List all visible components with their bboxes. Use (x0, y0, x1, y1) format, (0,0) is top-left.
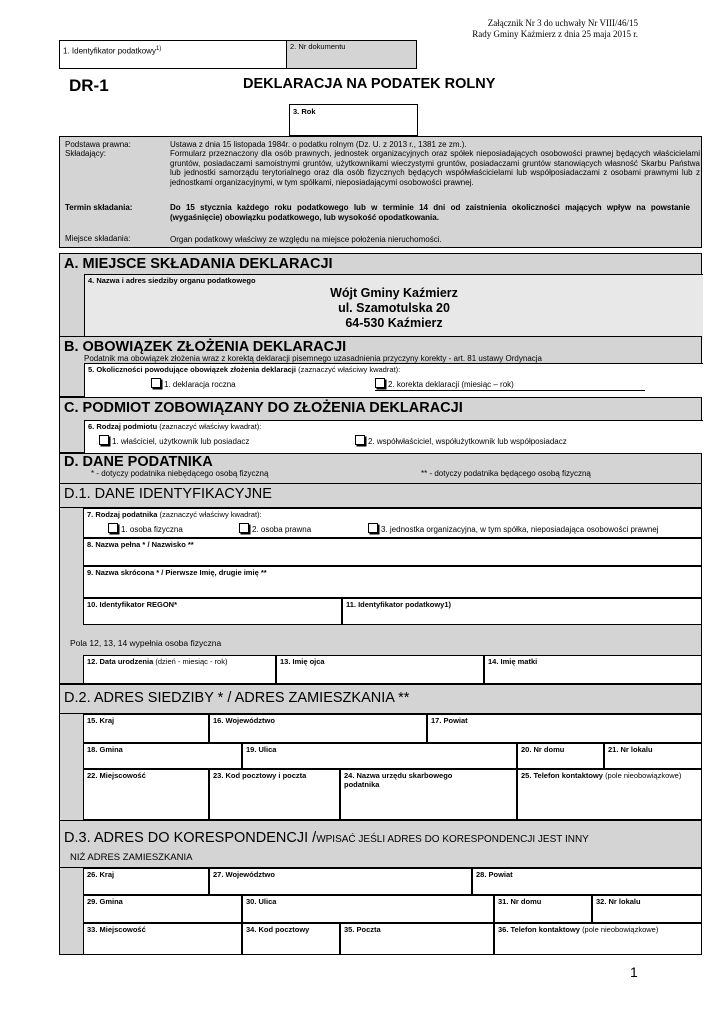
checkbox-org-unit[interactable] (368, 523, 378, 533)
field-6-label: 6. Rodzaj podmiotu (88, 422, 158, 431)
field-corr-country[interactable] (83, 868, 209, 895)
field-house-number[interactable] (517, 743, 604, 769)
section-a (59, 253, 702, 339)
field-17-label: 17. Powiat (431, 716, 468, 725)
field-document-number[interactable] (286, 40, 417, 69)
section-b-title: B. OBOWIĄZEK ZŁOŻENIA DEKLARACJI (64, 339, 347, 355)
field-21-label: 21. Nr lokalu (608, 745, 653, 754)
option-correction[interactable] (375, 378, 645, 391)
field-35-label: 35. Poczta (344, 925, 381, 934)
field-7-hint: (zaznaczyć właściwy kwadrat): (159, 510, 262, 519)
section-d (59, 453, 702, 485)
page-number: 1 (630, 964, 638, 980)
field-15-label: 15. Kraj (87, 716, 115, 725)
option-legal-person-label: 2. osoba prawna (252, 525, 312, 534)
field-short-name[interactable] (83, 566, 702, 598)
option-co-owner[interactable] (355, 435, 567, 447)
field-father-name[interactable] (276, 655, 484, 684)
section-a-title: A. MIEJSCE SKŁADANIA DEKLARACJI (64, 256, 333, 272)
field-corr-voivodeship[interactable] (209, 868, 472, 895)
field-36-label: 36. Telefon kontaktowy (498, 925, 580, 934)
basis-text: Ustawa z dnia 15 listopada 1984r. o podatku rolnym (Dz. U. z 2013 r., 1381 ze zm.). (170, 140, 467, 149)
field-8-label: 8. Nazwa pełna * / Nazwisko ** (87, 540, 194, 549)
field-12-hint: (dzień - miesiąc - rok) (155, 657, 228, 666)
option-owner[interactable] (99, 435, 249, 447)
note-non-natural: * - dotyczy podatnika niebędącego osobą fizyczną (91, 469, 269, 478)
section-d3-line2: NIŻ ADRES ZAMIESZKANIA (70, 852, 193, 863)
d1-margin (59, 508, 83, 625)
deadline-label: Termin składania: (65, 203, 133, 212)
checkbox-co-owner[interactable] (355, 435, 365, 445)
legal-info-block (59, 136, 702, 248)
field-full-name[interactable] (83, 538, 702, 566)
field-7-label: 7. Rodzaj podatnika (87, 510, 158, 519)
field-12-label: 12. Data urodzenia (87, 657, 154, 666)
section-b (59, 336, 702, 397)
field-birth-date[interactable] (83, 655, 276, 684)
option-owner-label: 1. właściciel, użytkownik lub posiadacz (112, 437, 250, 446)
checkbox-correction[interactable] (375, 378, 385, 388)
field-corr-post-office[interactable] (340, 923, 494, 955)
field-22-label: 22. Miejscowość (87, 771, 146, 780)
form-code: DR-1 (69, 76, 109, 95)
office-city: 64-530 Kaźmierz (345, 316, 443, 330)
field-entity-type (84, 420, 703, 453)
field-28-label: 28. Powiat (476, 870, 513, 879)
field-32-label: 32. Nr lokalu (596, 897, 641, 906)
field-commune[interactable] (83, 743, 242, 769)
field-1-label: 1. Identyfikator podatkowy (63, 46, 156, 56)
field-18-label: 18. Gmina (87, 745, 123, 754)
option-legal-person[interactable] (239, 523, 311, 535)
field-voivodeship[interactable] (209, 714, 427, 743)
field-26-label: 26. Kraj (87, 870, 115, 879)
section-d-title: D. DANE PODATNIKA (64, 454, 213, 470)
basis-label: Podstawa prawna: (65, 140, 131, 149)
d3-margin (59, 868, 83, 955)
section-d1-title: D.1. DANE IDENTYFIKACYJNE (64, 486, 272, 502)
annex-line-2: Rady Gminy Kaźmierz z dnia 25 maja 2015 r. (472, 29, 638, 39)
option-annual-label: 1. deklaracja roczna (164, 380, 236, 389)
option-natural-person-label: 1. osoba fizyczna (121, 525, 183, 534)
field-25-label: 25. Telefon kontaktowy (521, 771, 603, 780)
d2-margin (59, 714, 83, 820)
field-5-hint: (zaznaczyć właściwy kwadrat): (298, 365, 401, 374)
office-name: Wójt Gminy Kaźmierz (330, 286, 458, 300)
option-org-unit-label: 3. jednostka organizacyjna, w tym spółka, nieposiadająca osobowości prawnej (381, 525, 659, 534)
section-b-note: Podatnik ma obowiązek złożenia wraz z korektą deklaracji pisemnego uzasadnienia przyczyny korekty - art. 81 ustawy Ordynacja (84, 354, 542, 363)
field-13-label: 13. Imię ojca (280, 657, 325, 666)
office-street: ul. Szamotulska 20 (338, 301, 450, 315)
field-phone[interactable] (517, 769, 702, 820)
field-county[interactable] (427, 714, 702, 743)
field-postal-code[interactable] (209, 769, 340, 820)
field-taxpayer-type (83, 508, 702, 538)
field-country[interactable] (83, 714, 209, 743)
field-23-label: 23. Kod pocztowy i poczta (213, 771, 307, 780)
field-apartment-number[interactable] (604, 743, 702, 769)
field-corr-street[interactable] (242, 895, 494, 923)
checkbox-natural-person[interactable] (108, 523, 118, 533)
field-tax-office-name[interactable] (340, 769, 517, 820)
field-14-label: 14. Imię matki (488, 657, 538, 666)
section-c-title: C. PODMIOT ZOBOWIĄZANY DO ZŁOŻENIA DEKLARACJI (64, 400, 463, 416)
option-natural-person[interactable] (108, 523, 183, 535)
annex-line-1: Załącznik Nr 3 do uchwały Nr VIII/46/15 (487, 18, 638, 28)
note-natural: ** - dotyczy podatnika będącego osobą fizyczną (421, 469, 591, 478)
field-mother-name[interactable] (484, 655, 702, 684)
section-d3-suffix: WPISAĆ JEŚLI ADRES DO KORESPONDENCJI JEST INNY (316, 834, 589, 845)
section-d3 (59, 820, 702, 868)
deadline-text: Do 15 stycznia każdego roku podatkowego lub w terminie 14 dni od zaistnienia okoliczności mających wpływ na powstanie (wygaśnięcie) obowiązku podatkowego, lub wysokość opodatkowania. (170, 203, 690, 222)
option-org-unit[interactable] (368, 523, 659, 535)
field-regon[interactable] (83, 598, 342, 625)
field-corr-county[interactable] (472, 868, 702, 895)
field-30-label: 30. Ulica (246, 897, 277, 906)
field-circumstances (84, 363, 703, 398)
field-corr-phone[interactable] (494, 923, 702, 955)
section-d3-title: D.3. ADRES DO KORESPONDENCJI / (64, 830, 317, 846)
option-annual[interactable] (151, 378, 236, 390)
filer-text: Formularz przeznaczony dla osób prawnych, jednostek organizacyjnych oraz spółek nieposiadających osobowości prawnej będących właścicielami gruntów, posiadaczami samoistnymi gruntów, użytkownikami wieczystymi gruntów, posiadaczami gruntów stanowiących własność Skarbu Państwa lub jednostki samorządu terytorialnego oraz dla osób fizycznych będących współwłaścicielami lub współposiadaczami z osobami prawnymi lub z jednostkami organizacyjnymi, w tym spółkami, nieposiadającymi osobowości prawnej. (170, 149, 700, 187)
form-title: DEKLARACJA NA PODATEK ROLNY (243, 76, 496, 92)
field-2-label: 2. Nr dokumentu (290, 42, 346, 51)
field-1-sup: 1) (155, 46, 162, 52)
field-4-label: 4. Nazwa i adres siedziby organu podatkowego (88, 276, 256, 285)
place-text: Organ podatkowy właściwy ze względu na miejsce położenia nieruchomości. (170, 235, 442, 244)
checkbox-owner[interactable] (99, 435, 109, 445)
field-locality[interactable] (83, 769, 209, 820)
field-street[interactable] (242, 743, 517, 769)
field-corr-apartment-number[interactable] (592, 895, 702, 923)
field-9-label: 9. Nazwa skrócona * / Pierwsze Imię, drugie imię ** (87, 568, 267, 577)
field-tax-office (84, 274, 703, 340)
field-corr-house-number[interactable] (494, 895, 592, 923)
section-c (59, 397, 702, 453)
field-19-label: 19. Ulica (246, 745, 277, 754)
option-co-owner-label: 2. współwłaściciel, współużytkownik lub współposiadacz (368, 437, 567, 446)
section-d2-title: D.2. ADRES SIEDZIBY * / ADRES ZAMIESZKANIA ** (64, 690, 410, 706)
field-6-hint: (zaznaczyć właściwy kwadrat): (159, 422, 262, 431)
place-label: Miejsce składania: (65, 234, 131, 243)
filer-label: Składający: (65, 149, 106, 158)
field-corr-locality[interactable] (83, 923, 242, 955)
field-3-label: 3. Rok (293, 107, 316, 116)
section-d1 (59, 483, 702, 508)
checkbox-legal-person[interactable] (239, 523, 249, 533)
field-corr-commune[interactable] (83, 895, 242, 923)
field-tax-id-2[interactable] (342, 598, 702, 625)
checkbox-annual[interactable] (151, 378, 161, 388)
section-d2 (59, 684, 702, 714)
fields-note: Pola 12, 13, 14 wypełnia osoba fizyczna (70, 638, 222, 648)
field-27-label: 27. Województwo (213, 870, 275, 879)
field-36-hint: (pole nieobowiązkowe) (582, 925, 659, 934)
option-correction-label: 2. korekta deklaracji (miesiąc – rok) (388, 380, 514, 389)
field-16-label: 16. Województwo (213, 716, 275, 725)
field-5-label: 5. Okoliczności powodujące obowiązek złożenia deklaracji (88, 365, 296, 374)
field-24-label: 24. Nazwa urzędu skarbowego podatnika (344, 771, 453, 789)
field-year[interactable] (289, 104, 418, 136)
field-33-label: 33. Miejscowość (87, 925, 146, 934)
field-34-label: 34. Kod pocztowy (246, 925, 310, 934)
field-31-label: 31. Nr domu (498, 897, 542, 906)
field-taxpayer-id[interactable] (59, 40, 286, 69)
field-25-hint: (pole nieobowiązkowe) (605, 771, 682, 780)
field-11-label: 11. Identyfikator podatkowy1) (346, 600, 452, 609)
field-20-label: 20. Nr domu (521, 745, 565, 754)
field-corr-postal-code[interactable] (242, 923, 340, 955)
field-29-label: 29. Gmina (87, 897, 123, 906)
annex-note (380, 18, 638, 40)
field-10-label: 10. Identyfikator REGON* (87, 600, 178, 609)
